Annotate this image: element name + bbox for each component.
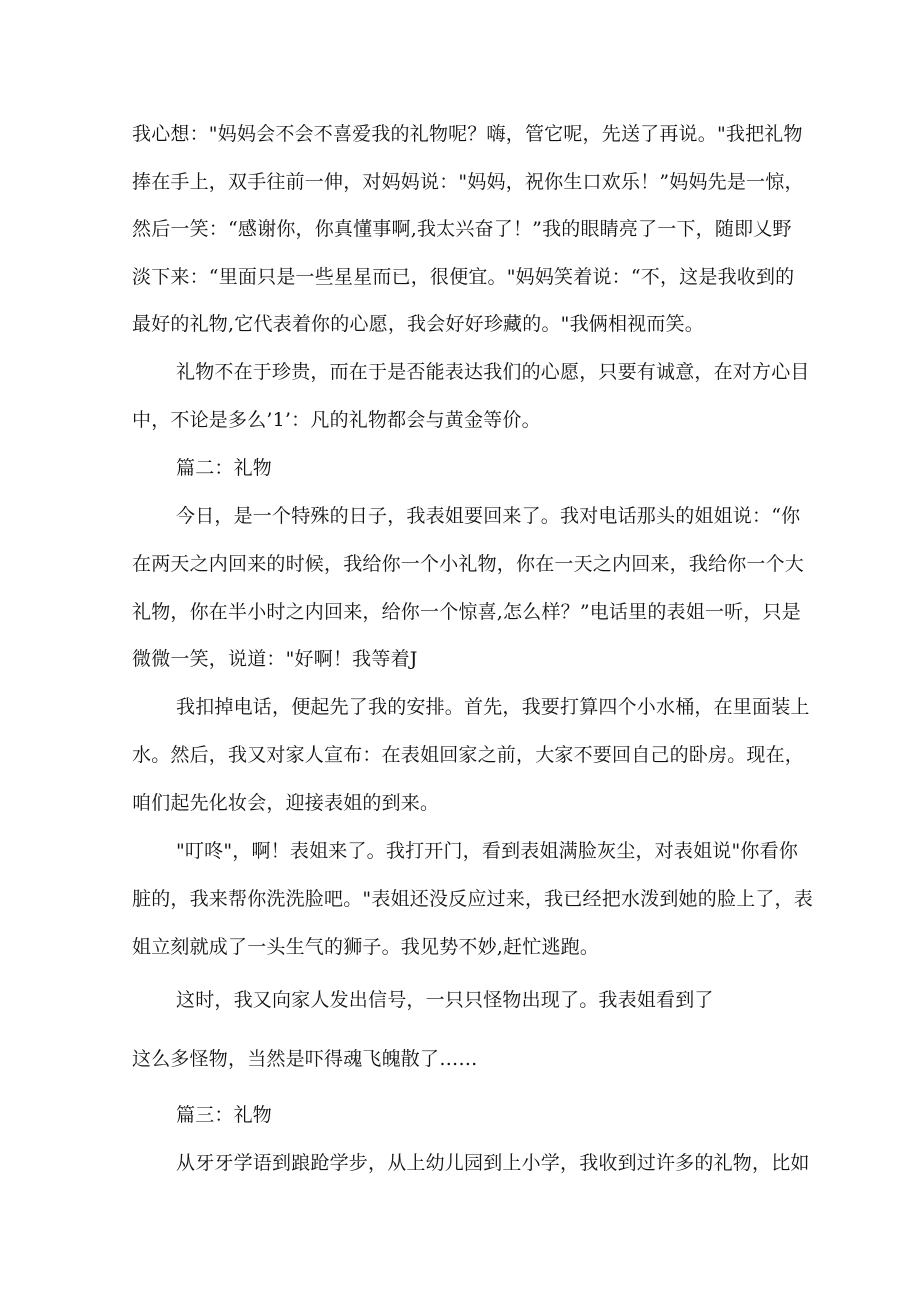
section-heading: 篇二：礼物	[176, 457, 273, 479]
paragraph-line: 淡下来：“里面只是一些星星而已，很便宜。"妈妈笑着说：“不，这是我收到的	[132, 266, 795, 288]
paragraph-line: "叮咚"，啊！表姐来了。我打开门，看到表姐满脸灰尘，对表姐说"你看你	[176, 840, 799, 862]
paragraph-line: 脏的，我来帮你洗洗脸吧。"表姐还没反应过来，我已经把水泼到她的脸上了，表	[132, 888, 813, 910]
paragraph-line: 我扣掉电话，便起先了我的安排。首先，我要打算四个小水桶，在里面装上	[176, 696, 810, 718]
paragraph-line: 然后一笑：“感谢你，你真懂事啊,我太兴奋了！”我的眼睛亮了一下，随即乂野	[132, 218, 792, 240]
paragraph-line: 礼物，你在半小时之内回来，给你一个惊喜,怎么样？”电话里的表姐一听，只是	[132, 601, 801, 623]
paragraph-line: 礼物不在于珍贵，而在于是否能表达我们的心愿，只要有诚意，在对方心目	[176, 361, 810, 383]
section-heading: 篇三：礼物	[176, 1104, 273, 1126]
paragraph-line: 微微一笑，说道："好啊！我等着J	[132, 648, 418, 670]
paragraph-line: 咱们起先化妆会，迎接表姐的到来。	[132, 792, 440, 814]
paragraph-line: 我心想："妈妈会不会不喜爱我的礼物呢？嗨，管它呢，先送了再说。"我把礼物	[132, 123, 803, 145]
paragraph-line: 捧在手上，双手往前一伸，对妈妈说："妈妈，祝你生口欢乐！”妈妈先是一惊，	[132, 171, 804, 193]
paragraph-line: 这么多怪物，当然是吓得魂飞魄散了……	[132, 1048, 478, 1070]
paragraph-line: 这时，我又向家人发出信号，一只只怪物出现了。我表姐看到了	[176, 989, 714, 1011]
paragraph-line: 在两天之内回来的时候，我给你一个小礼物，你在一天之内回来，我给你一个大	[132, 553, 805, 575]
paragraph-line: 今日，是一个特殊的日子，我表姐要回来了。我对电话那头的姐姐说：“你	[176, 505, 801, 527]
paragraph-line: 中，不论是多么’1’：凡的礼物都会与黄金等价。	[132, 409, 541, 431]
paragraph-line: 最好的礼物,它代表着你的心愿，我会好好珍藏的。"我俩相视而笑。	[132, 313, 704, 335]
paragraph-line: 水。然后，我又对家人宣布：在表姐回家之前，大家不要回自己的卧房。现在，	[132, 744, 805, 766]
paragraph-line: 从牙牙学语到踉跄学步，从上幼儿园到上小学，我收到过许多的礼物，比如	[176, 1152, 810, 1174]
paragraph-line: 姐立刻就成了一头生气的狮子。我见势不妙,赶忙逃跑。	[132, 936, 600, 958]
